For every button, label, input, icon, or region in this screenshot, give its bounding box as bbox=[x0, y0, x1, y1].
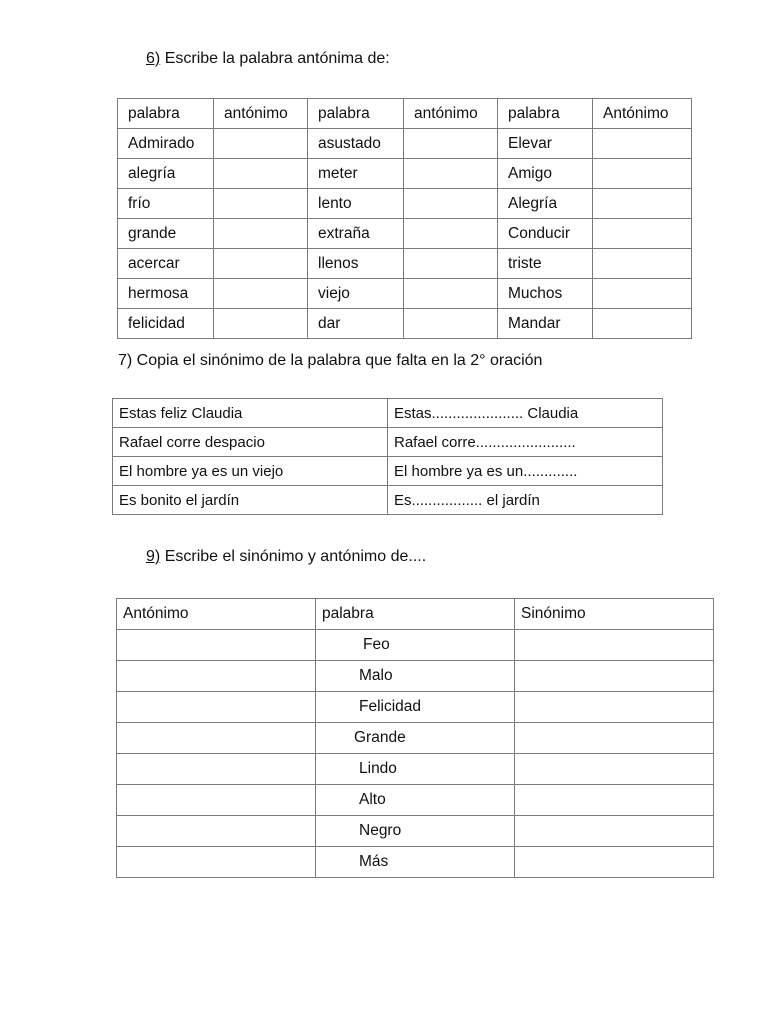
table-header-row bbox=[117, 599, 714, 630]
word-cell: Muchos bbox=[498, 279, 593, 309]
table-row bbox=[117, 847, 714, 878]
antonym-answer-cell bbox=[117, 661, 316, 692]
word-label: Alto bbox=[359, 791, 386, 808]
header-cell: palabra bbox=[118, 99, 214, 129]
table-row bbox=[113, 486, 663, 515]
answer-cell bbox=[593, 189, 692, 219]
table-row bbox=[117, 630, 714, 661]
word-cell: Admirado bbox=[118, 129, 214, 159]
table-row bbox=[117, 692, 714, 723]
word-cell bbox=[316, 661, 515, 692]
table-row bbox=[117, 723, 714, 754]
answer-cell bbox=[214, 309, 308, 339]
word-cell: Mandar bbox=[498, 309, 593, 339]
word-label: Felicidad bbox=[359, 698, 422, 715]
antonym-answer-cell bbox=[117, 754, 316, 785]
word-cell bbox=[316, 785, 515, 816]
answer-cell bbox=[404, 189, 498, 219]
section-6-number: 6) bbox=[146, 50, 161, 67]
section-9-title: Escribe el sinónimo y antónimo de.... bbox=[164, 548, 427, 565]
table-row bbox=[118, 279, 692, 309]
answer-cell bbox=[214, 279, 308, 309]
section-6-title: Escribe la palabra antónima de: bbox=[164, 50, 390, 67]
word-cell bbox=[316, 816, 515, 847]
word-cell: Alegría bbox=[498, 189, 593, 219]
word-cell: asustado bbox=[308, 129, 404, 159]
answer-cell bbox=[404, 219, 498, 249]
antonym-answer-cell bbox=[117, 816, 316, 847]
section-9-heading bbox=[146, 548, 426, 566]
word-cell: frío bbox=[118, 189, 214, 219]
header-cell: Antónimo bbox=[117, 599, 316, 630]
answer-cell bbox=[404, 309, 498, 339]
antonym-answer-cell bbox=[117, 630, 316, 661]
original-sentence-cell: El hombre ya es un viejo bbox=[113, 457, 388, 486]
word-cell: alegría bbox=[118, 159, 214, 189]
original-sentence-cell: Rafael corre despacio bbox=[113, 428, 388, 457]
table-row bbox=[117, 816, 714, 847]
word-cell: dar bbox=[308, 309, 404, 339]
antonym-answer-cell bbox=[117, 723, 316, 754]
word-label: Más bbox=[359, 853, 389, 870]
section-7-title: 7) Copia el sinónimo de la palabra que falta en la 2° oración bbox=[118, 352, 543, 369]
answer-cell bbox=[593, 219, 692, 249]
word-cell bbox=[316, 630, 515, 661]
answer-cell bbox=[404, 249, 498, 279]
word-cell: hermosa bbox=[118, 279, 214, 309]
section-7-heading bbox=[118, 352, 542, 370]
table-row bbox=[113, 457, 663, 486]
word-cell: Conducir bbox=[498, 219, 593, 249]
synonym-answer-cell bbox=[515, 661, 714, 692]
word-cell: acercar bbox=[118, 249, 214, 279]
antonym-answer-cell bbox=[117, 692, 316, 723]
word-cell: extraña bbox=[308, 219, 404, 249]
answer-cell bbox=[214, 219, 308, 249]
synonym-answer-cell bbox=[515, 847, 714, 878]
section-6-heading bbox=[146, 50, 390, 68]
word-label: Grande bbox=[354, 729, 406, 746]
answer-cell bbox=[404, 279, 498, 309]
antonym-table bbox=[117, 98, 692, 339]
word-label: Feo bbox=[363, 636, 390, 653]
synonym-answer-cell bbox=[515, 754, 714, 785]
fill-in-sentence-cell: Estas...................... Claudia bbox=[388, 399, 663, 428]
header-cell: Sinónimo bbox=[515, 599, 714, 630]
original-sentence-cell: Estas feliz Claudia bbox=[113, 399, 388, 428]
word-cell: llenos bbox=[308, 249, 404, 279]
original-sentence-cell: Es bonito el jardín bbox=[113, 486, 388, 515]
word-cell: Elevar bbox=[498, 129, 593, 159]
answer-cell bbox=[214, 129, 308, 159]
answer-cell bbox=[593, 129, 692, 159]
word-cell: lento bbox=[308, 189, 404, 219]
table-row bbox=[118, 129, 692, 159]
section-9-number: 9) bbox=[146, 548, 161, 565]
answer-cell bbox=[214, 189, 308, 219]
word-cell bbox=[316, 692, 515, 723]
synonym-answer-cell bbox=[515, 630, 714, 661]
fill-in-sentence-cell: Rafael corre........................ bbox=[388, 428, 663, 457]
header-cell: antónimo bbox=[214, 99, 308, 129]
word-cell: triste bbox=[498, 249, 593, 279]
synonym-answer-cell bbox=[515, 816, 714, 847]
word-cell: viejo bbox=[308, 279, 404, 309]
antonym-answer-cell bbox=[117, 847, 316, 878]
antonym-answer-cell bbox=[117, 785, 316, 816]
header-cell: palabra bbox=[316, 599, 515, 630]
table-row bbox=[118, 249, 692, 279]
header-cell: antónimo bbox=[404, 99, 498, 129]
synonym-sentence-table bbox=[112, 398, 663, 515]
header-cell: Antónimo bbox=[593, 99, 692, 129]
word-cell bbox=[316, 723, 515, 754]
word-cell: meter bbox=[308, 159, 404, 189]
table-row bbox=[118, 159, 692, 189]
table-row bbox=[117, 754, 714, 785]
header-cell: palabra bbox=[498, 99, 593, 129]
table-row bbox=[118, 309, 692, 339]
word-cell: Amigo bbox=[498, 159, 593, 189]
word-label: Negro bbox=[359, 822, 402, 839]
header-cell: palabra bbox=[308, 99, 404, 129]
word-cell: grande bbox=[118, 219, 214, 249]
answer-cell bbox=[214, 159, 308, 189]
answer-cell bbox=[593, 279, 692, 309]
answer-cell bbox=[214, 249, 308, 279]
table-row bbox=[113, 399, 663, 428]
table-header-row bbox=[118, 99, 692, 129]
table-row bbox=[117, 661, 714, 692]
word-cell bbox=[316, 754, 515, 785]
synonym-answer-cell bbox=[515, 723, 714, 754]
answer-cell bbox=[404, 159, 498, 189]
word-label: Lindo bbox=[359, 760, 397, 777]
answer-cell bbox=[593, 249, 692, 279]
word-label: Malo bbox=[359, 667, 393, 684]
word-cell: felicidad bbox=[118, 309, 214, 339]
table-row bbox=[113, 428, 663, 457]
fill-in-sentence-cell: Es................. el jardín bbox=[388, 486, 663, 515]
answer-cell bbox=[404, 129, 498, 159]
answer-cell bbox=[593, 159, 692, 189]
table-row bbox=[117, 785, 714, 816]
answer-cell bbox=[593, 309, 692, 339]
table-row bbox=[118, 189, 692, 219]
word-cell bbox=[316, 847, 515, 878]
synonym-antonym-table bbox=[116, 598, 714, 878]
table-row bbox=[118, 219, 692, 249]
synonym-answer-cell bbox=[515, 692, 714, 723]
fill-in-sentence-cell: El hombre ya es un............. bbox=[388, 457, 663, 486]
synonym-answer-cell bbox=[515, 785, 714, 816]
